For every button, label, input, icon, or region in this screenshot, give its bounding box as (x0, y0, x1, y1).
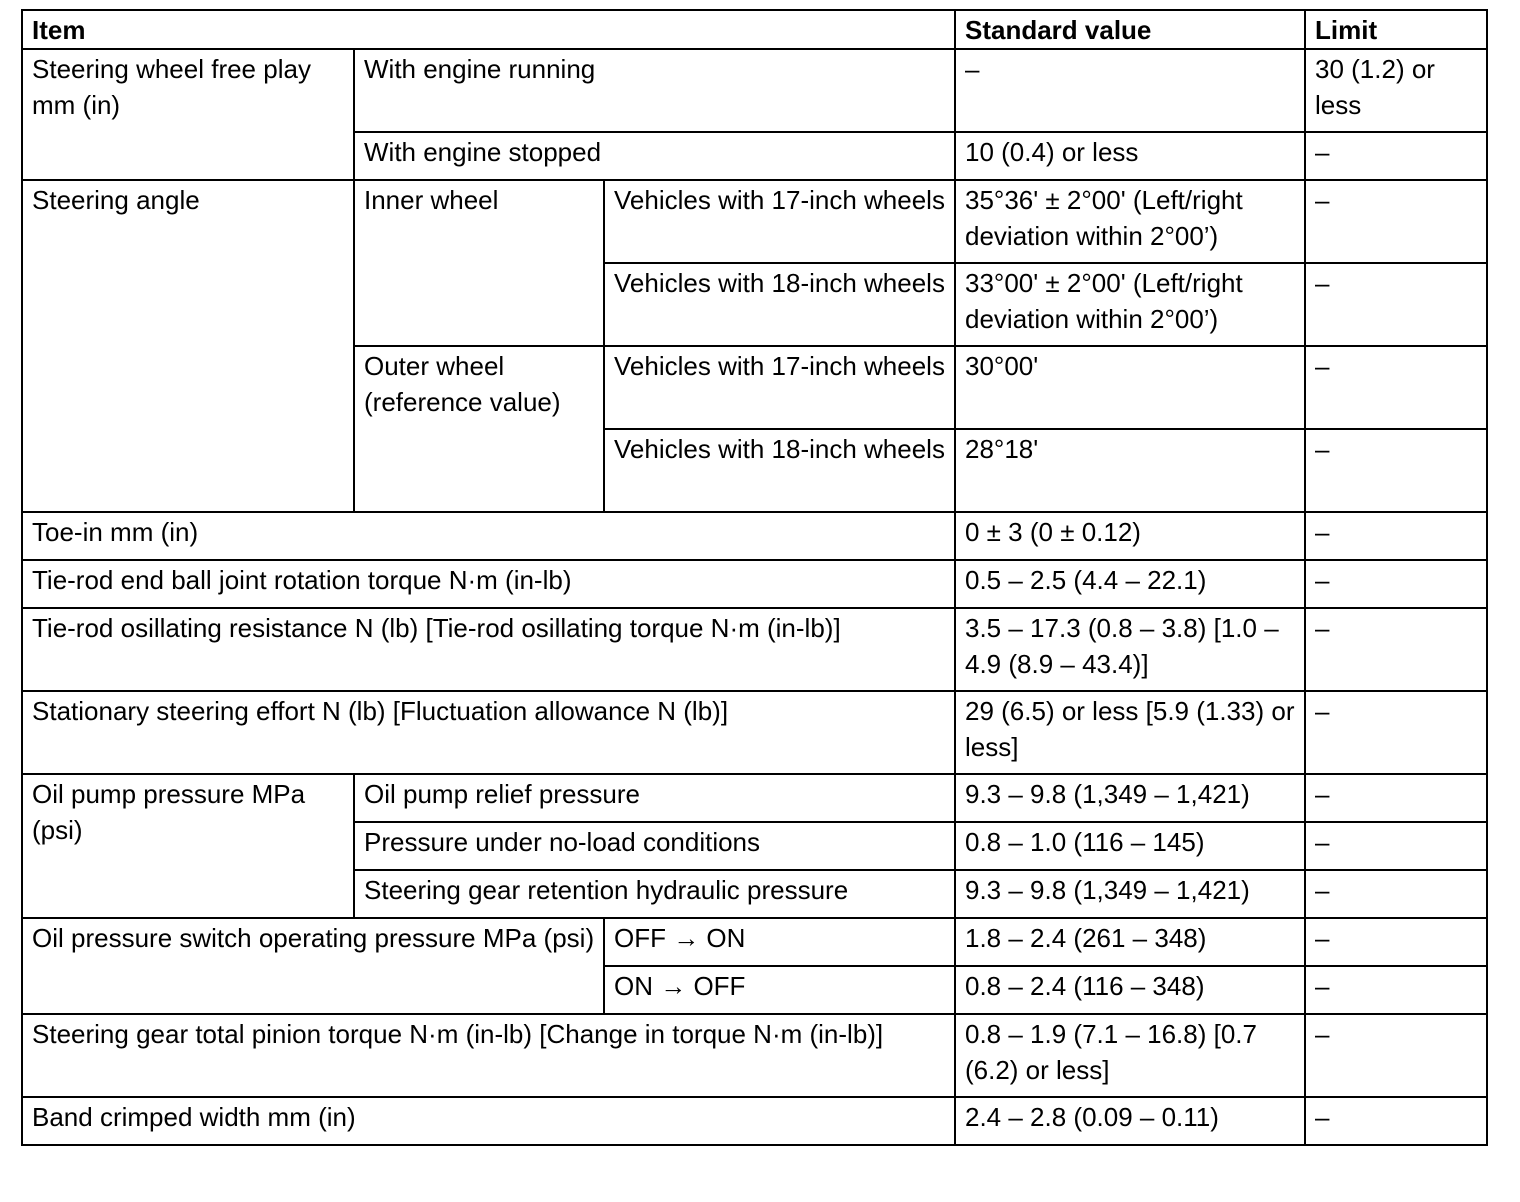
item-cell: Stationary steering effort N (lb) [Fluctuation allowance N (lb)] (22, 691, 955, 774)
detail-cell: ON → OFF (604, 966, 955, 1014)
item-cell: Tie-rod end ball joint rotation torque N·m (in-lb) (22, 560, 955, 608)
limit-cell: – (1305, 263, 1487, 346)
item-cell: Toe-in mm (in) (22, 512, 955, 560)
standard-value-cell: 2.4 – 2.8 (0.09 – 0.11) (955, 1097, 1305, 1145)
sub-item-cell: Steering gear retention hydraulic pressure (354, 870, 955, 918)
limit-cell: – (1305, 918, 1487, 966)
table-header-row (22, 10, 1487, 49)
sub-item-cell: With engine running (354, 49, 955, 132)
table-row (22, 691, 1487, 774)
standard-value-cell: 33°00' ± 2°00' (Left/right deviation within 2°00’) (955, 263, 1305, 346)
sub-item-cell: Outer wheel (reference value) (354, 346, 604, 512)
table-row (22, 560, 1487, 608)
sub-item-cell: Oil pump relief pressure (354, 774, 955, 822)
limit-cell: – (1305, 560, 1487, 608)
detail-cell: OFF → ON (604, 918, 955, 966)
standard-value-cell: 0.8 – 1.0 (116 – 145) (955, 822, 1305, 870)
standard-value-cell: 28°18' (955, 429, 1305, 512)
table-row (22, 774, 1487, 822)
standard-value-cell: – (955, 49, 1305, 132)
table-row (22, 1097, 1487, 1145)
standard-value-cell: 10 (0.4) or less (955, 132, 1305, 180)
limit-cell: – (1305, 822, 1487, 870)
header-standard-value: Standard value (955, 10, 1305, 49)
sub-item-cell: Inner wheel (354, 180, 604, 346)
item-cell: Tie-rod osillating resistance N (lb) [Tie-rod osillating torque N·m (in-lb)] (22, 608, 955, 691)
limit-cell: – (1305, 512, 1487, 560)
standard-value-cell: 3.5 – 17.3 (0.8 – 3.8) [1.0 – 4.9 (8.9 – 43.4)] (955, 608, 1305, 691)
table-row (22, 180, 1487, 263)
standard-value-cell: 35°36' ± 2°00' (Left/right deviation within 2°00’) (955, 180, 1305, 263)
item-cell: Steering wheel free play mm (in) (22, 49, 354, 180)
limit-cell: 30 (1.2) or less (1305, 49, 1487, 132)
standard-value-cell: 1.8 – 2.4 (261 – 348) (955, 918, 1305, 966)
standard-value-cell: 0.5 – 2.5 (4.4 – 22.1) (955, 560, 1305, 608)
limit-cell: – (1305, 429, 1487, 512)
sub-item-cell: With engine stopped (354, 132, 955, 180)
header-item: Item (22, 10, 955, 49)
detail-cell: Vehicles with 17-inch wheels (604, 346, 955, 429)
item-cell: Oil pressure switch operating pressure MPa (psi) (22, 918, 604, 1014)
limit-cell: – (1305, 1014, 1487, 1097)
limit-cell: – (1305, 1097, 1487, 1145)
limit-cell: – (1305, 966, 1487, 1014)
standard-value-cell: 30°00' (955, 346, 1305, 429)
specifications-table (21, 9, 1488, 1146)
limit-cell: – (1305, 691, 1487, 774)
limit-cell: – (1305, 346, 1487, 429)
standard-value-cell: 0.8 – 1.9 (7.1 – 16.8) [0.7 (6.2) or less] (955, 1014, 1305, 1097)
limit-cell: – (1305, 774, 1487, 822)
sub-item-cell: Pressure under no-load conditions (354, 822, 955, 870)
limit-cell: – (1305, 132, 1487, 180)
standard-value-cell: 0.8 – 2.4 (116 – 348) (955, 966, 1305, 1014)
detail-cell: Vehicles with 18-inch wheels (604, 429, 955, 512)
standard-value-cell: 9.3 – 9.8 (1,349 – 1,421) (955, 774, 1305, 822)
table-row (22, 918, 1487, 966)
limit-cell: – (1305, 608, 1487, 691)
limit-cell: – (1305, 180, 1487, 263)
header-limit: Limit (1305, 10, 1487, 49)
table-row (22, 1014, 1487, 1097)
item-cell: Band crimped width mm (in) (22, 1097, 955, 1145)
table-row (22, 608, 1487, 691)
detail-cell: Vehicles with 17-inch wheels (604, 180, 955, 263)
table-row (22, 49, 1487, 132)
item-cell: Oil pump pressure MPa (psi) (22, 774, 354, 918)
standard-value-cell: 29 (6.5) or less [5.9 (1.33) or less] (955, 691, 1305, 774)
standard-value-cell: 0 ± 3 (0 ± 0.12) (955, 512, 1305, 560)
item-cell: Steering angle (22, 180, 354, 512)
standard-value-cell: 9.3 – 9.8 (1,349 – 1,421) (955, 870, 1305, 918)
table-row (22, 512, 1487, 560)
limit-cell: – (1305, 870, 1487, 918)
item-cell: Steering gear total pinion torque N·m (in-lb) [Change in torque N·m (in-lb)] (22, 1014, 955, 1097)
detail-cell: Vehicles with 18-inch wheels (604, 263, 955, 346)
